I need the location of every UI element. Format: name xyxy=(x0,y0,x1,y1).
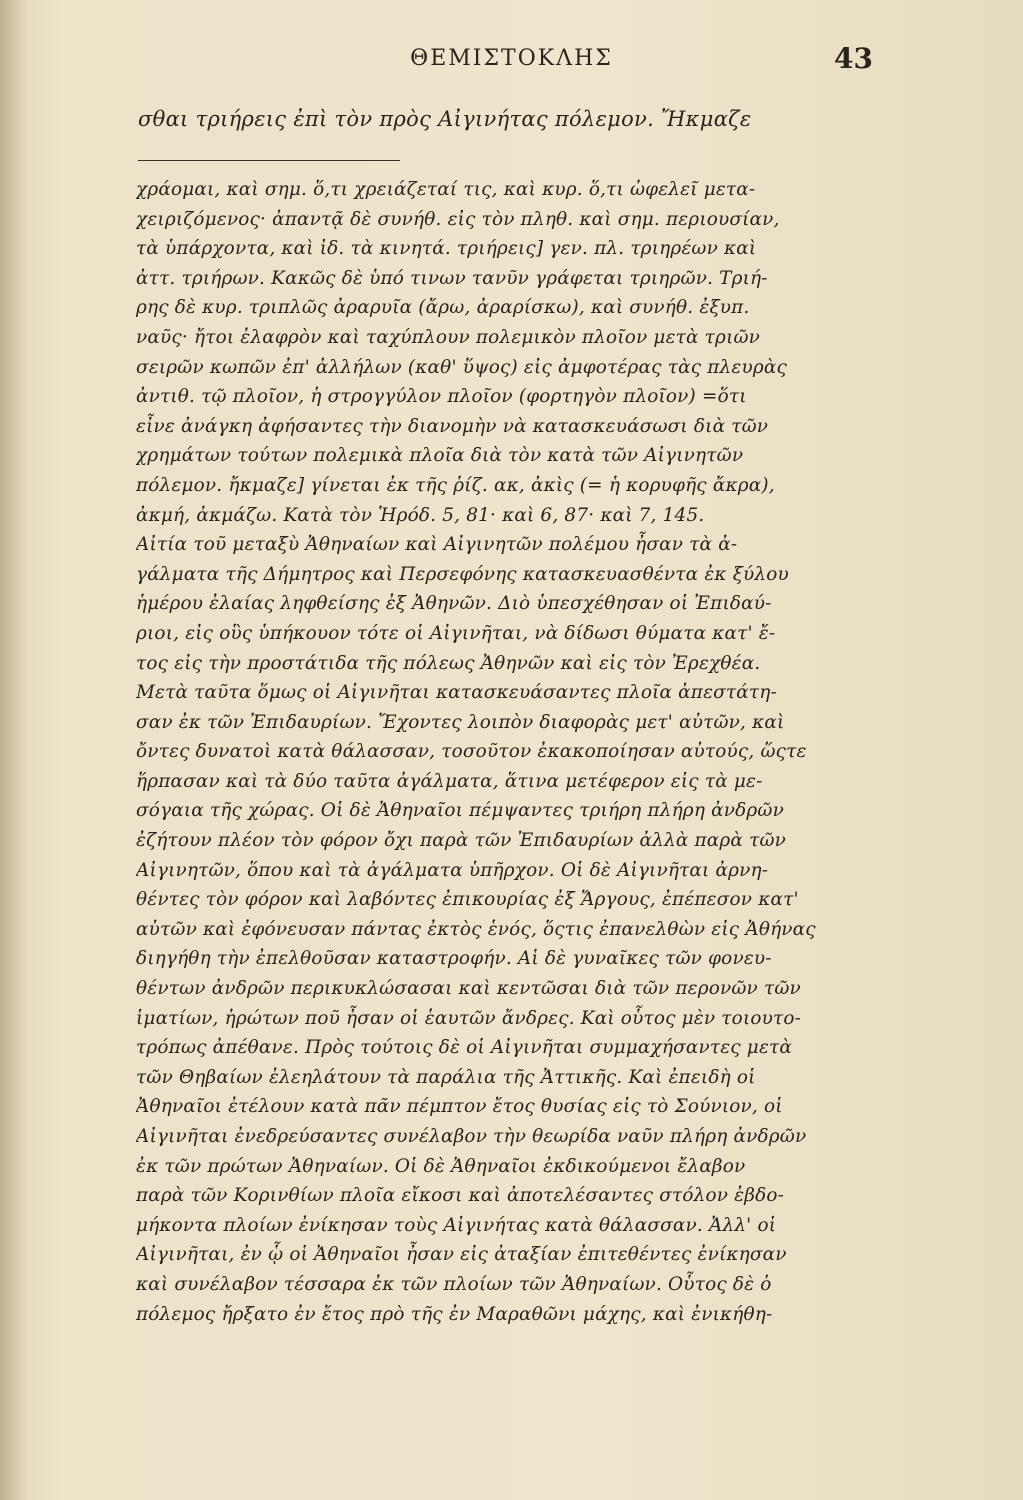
footnote-line: ἐζήτουν πλέον τὸν φόρον ὄχι παρὰ τῶν Ἐπιδαυρίων ἀλλὰ παρὰ τῶν xyxy=(136,830,787,852)
footnote-divider xyxy=(138,160,400,161)
footnote-line: Αἰγινῆται ἐνεδρεύσαντες συνέλαβον τὴν θεωρίδα ναῦν πλήρη ἀνδρῶν xyxy=(136,1126,807,1147)
page-header xyxy=(0,40,1023,80)
footnote-line: τρόπως ἀπέθανε. Πρὸς τούτοις δὲ οἱ Αἰγινῆται συμμαχήσαντες μετὰ xyxy=(136,1037,793,1059)
footnote-line: ναῦς· ἤτοι ἐλαφρὸν καὶ ταχύπλουν πολεμικὸν πλοῖον μετὰ τριῶν xyxy=(136,326,761,348)
footnote-line: τῶν Θηβαίων ἐλεηλάτουν τὰ παράλια τῆς Ἀττικῆς. Καὶ ἐπειδὴ οἱ xyxy=(136,1066,756,1088)
footnote-line: ἱματίων, ἠρώτων ποῦ ἦσαν οἱ ἑαυτῶν ἄνδρες. Καὶ οὗτος μὲν τοιουτο- xyxy=(136,1007,802,1029)
footnote-line: καὶ συνέλαβον τέσσαρα ἐκ τῶν πλοίων τῶν Ἀθηναίων. Οὗτος δὲ ὁ xyxy=(136,1273,772,1295)
footnote-line: αὐτῶν καὶ ἐφόνευσαν πάντας ἐκτὸς ἑνός, ὅςτις ἐπανελθὼν εἰς Ἀθήνας xyxy=(136,918,816,940)
footnote-line: Αἰγινητῶν, ὅπου καὶ τὰ ἀγάλματα ὑπῆρχον. Οἱ δὲ Αἰγινῆται ἀρνη- xyxy=(136,859,769,881)
footnote-line: Αἰγινῆται, ἐν ᾧ οἱ Ἀθηναῖοι ἦσαν εἰς ἀταξίαν ἐπιτεθέντες ἐνίκησαν xyxy=(136,1244,787,1266)
footnote-line: ἀκμή, ἀκμάζω. Κατὰ τὸν Ἡρόδ. 5, 81· καὶ 6, 87· καὶ 7, 145. xyxy=(136,504,705,526)
footnote-line: γάλματα τῆς Δήμητρος καὶ Περσεφόνης κατασκευασθέντα ἐκ ξύλου xyxy=(136,563,789,585)
running-title: ΘΕΜΙΣΤΟΚΛΗΣ xyxy=(410,46,613,71)
footnote-line: πόλεμον. ἤκμαζε] γίνεται ἐκ τῆς ῥίζ. ακ, ἀκὶς (= ἡ κορυφῆς ἄκρα), xyxy=(136,474,775,496)
footnote-line: τος εἰς τὴν προστάτιδα τῆς πόλεως Ἀθηνῶν καὶ εἰς τὸν Ἐρεχθέα. xyxy=(136,652,761,674)
footnote-line: ἡμέρου ἐλαίας ληφθείσης ἐξ Ἀθηνῶν. Διὸ ὑπεσχέθησαν οἱ Ἐπιδαύ- xyxy=(136,593,772,615)
footnote-line: χρημάτων τούτων πολεμικὰ πλοῖα διὰ τὸν κατὰ τῶν Αἰγινητῶν xyxy=(136,445,744,467)
footnote-line: σαν ἐκ τῶν Ἐπιδαυρίων. Ἔχοντες λοιπὸν διαφορὰς μετ' αὐτῶν, καὶ xyxy=(136,711,785,733)
footnote-line: Ἀθηναῖοι ἐτέλουν κατὰ πᾶν πέμπτον ἔτος θυσίας εἰς τὸ Σούνιον, οἱ xyxy=(136,1096,783,1118)
footnote-line: παρὰ τῶν Κορινθίων πλοῖα εἴκοσι καὶ ἀποτελέσαντες στόλον ἑβδο- xyxy=(136,1185,785,1207)
footnote-line: ριοι, εἰς οὓς ὑπήκουον τότε οἱ Αἰγινῆται, νὰ δίδωσι θύματα κατ' ἔ- xyxy=(136,622,776,644)
footnote-line: μήκοντα πλοίων ἐνίκησαν τοὺς Αἰγινήτας κατὰ θάλασσαν. Ἀλλ' οἱ xyxy=(136,1214,777,1236)
footnote-line: ρης δὲ κυρ. τριπλῶς ἀραρυῖα (ἄρω, ἀραρίσκω), καὶ συνήθ. ἐξυπ. xyxy=(136,297,750,319)
footnotes xyxy=(136,175,888,1329)
footnote-line: θέντες τὸν φόρον καὶ λαβόντες ἐπικουρίας ἐξ Ἄργους, ἐπέπεσον κατ' xyxy=(136,889,799,911)
footnote-line: θέντων ἀνδρῶν περικυκλώσασαι καὶ κεντῶσαι διὰ τῶν περονῶν τῶν xyxy=(136,978,801,1000)
binding-shadow xyxy=(0,0,28,1500)
page-number: 43 xyxy=(834,42,873,75)
footnote-line: Μετὰ ταῦτα ὅμως οἱ Αἰγινῆται κατασκευάσαντες πλοῖα ἀπεστάτη- xyxy=(136,682,777,704)
footnote-line: ἐκ τῶν πρώτων Ἀθηναίων. Οἱ δὲ Ἀθηναῖοι ἐκδικούμενοι ἔλαβον xyxy=(136,1155,746,1177)
footnote-line: χειριζόμενος· ἀπαντᾷ δὲ συνήθ. εἰς τὸν πληθ. καὶ σημ. περιουσίαν, xyxy=(136,208,780,230)
main-text-line: σθαι τριήρεις ἐπὶ τὸν πρὸς Αἰγινήτας πόλεμον. Ἤκμαζε xyxy=(138,107,752,131)
footnote-line: πόλεμος ἤρξατο ἐν ἔτος πρὸ τῆς ἐν Μαραθῶνι μάχης, καὶ ἐνικήθη- xyxy=(136,1303,773,1325)
footnote-line: ἥρπασαν καὶ τὰ δύο ταῦτα ἀγάλματα, ἅτινα μετέφερον εἰς τὰ με- xyxy=(136,770,763,792)
footnote-line: χράομαι, καὶ σημ. ὅ,τι χρειάζεταί τις, καὶ κυρ. ὅ,τι ὠφελεῖ μετα- xyxy=(136,179,756,200)
footnote-line: σόγαια τῆς χώρας. Οἱ δὲ Ἀθηναῖοι πέμψαντες τριήρη πλήρη ἀνδρῶν xyxy=(136,800,784,822)
footnote-line: τὰ ὑπάρχοντα, καὶ ἰδ. τὰ κινητά. τριήρεις] γεν. πλ. τριηρέων καὶ xyxy=(136,238,757,260)
footnote-line: ἀττ. τριήρων. Κακῶς δὲ ὑπό τινων τανῦν γράφεται τριηρῶν. Τριή- xyxy=(136,267,768,289)
footnote-line: ὄντες δυνατοὶ κατὰ θάλασσαν, τοσοῦτον ἐκακοποίησαν αὐτούς, ὥςτε xyxy=(136,741,807,763)
footnote-line: διηγήθη τὴν ἐπελθοῦσαν καταστροφήν. Αἱ δὲ γυναῖκες τῶν φονευ- xyxy=(136,948,772,970)
footnote-line: εἶνε ἀνάγκη ἀφήσαντες τὴν διανομὴν νὰ κατασκευάσωσι διὰ τῶν xyxy=(136,415,769,437)
footnote-line: ἀντιθ. τῷ πλοῖον, ἡ στρογγύλον πλοῖον (φορτηγὸν πλοῖον) =ὅτι xyxy=(136,386,747,408)
footnote-line: Αἰτία τοῦ μεταξὺ Ἀθηναίων καὶ Αἰγινητῶν πολέμου ἦσαν τὰ ἀ- xyxy=(136,534,738,556)
footnote-line: σειρῶν κωπῶν ἐπ' ἀλλήλων (καθ' ὕψος) εἰς ἀμφοτέρας τὰς πλευρὰς xyxy=(136,356,787,378)
